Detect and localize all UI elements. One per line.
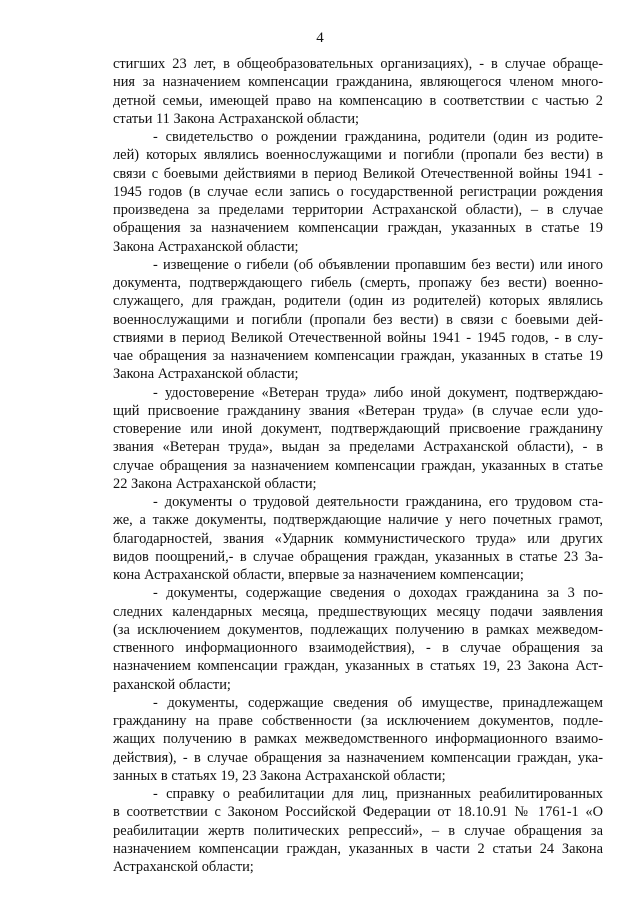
text-line: статьи 11 Закона Астраханской области; <box>113 110 360 127</box>
text-line: назначением компенсации граждан, указанных в статьях 19, 23 Закона Аст- <box>113 658 603 675</box>
text-line: звания «Ветеран труда», выдан за пределами Астраханской области), - в <box>113 439 603 456</box>
text-line: кона Астраханской области, впервые за назначением компенсации; <box>113 567 524 583</box>
text-line: занных в статьях 19, 23 Закона Астраханской области; <box>113 767 446 784</box>
text-line: ния за назначением компенсации гражданина, являющегося членом много- <box>113 74 603 91</box>
text-line: - извещение о гибели (об объявлении пропавшим без вести) или иного <box>153 256 603 273</box>
text-line: детной семьи, имеющей право на компенсацию в соответствии с частью 2 <box>113 92 603 109</box>
text-line: лей) которых являлись военнослужащими и погибли (пропали без вести) в <box>113 147 603 164</box>
text-line: военнослужащими и погибли (пропали без вести) в связи с боевыми дей- <box>113 311 603 328</box>
text-line: - документы, содержащие сведения об имуществе, принадлежащем <box>153 694 603 711</box>
text-line: связи с боевыми действиями в период Великой Отечественной войны 1941 - <box>113 165 603 182</box>
text-line: документа, подтверждающего гибель (смерть, пропажу без вести) военно- <box>113 275 603 291</box>
text-line: - справку о реабилитации для лиц, признанных реабилитированных <box>153 786 603 802</box>
text-line: Закона Астраханской области; <box>113 238 299 255</box>
text-line: стигших 23 лет, в общеобразовательных организациях), - в случае обраще- <box>113 56 603 72</box>
text-line: реабилитации жертв политических репрессий», – в случае обращения за <box>113 822 603 839</box>
text-line: 22 Закона Астраханской области; <box>113 475 317 492</box>
text-line: (за исключением документов, подлежащих получению в рамках межведом- <box>113 621 603 638</box>
text-line: гражданину на праве собственности (за исключением документов, подле- <box>113 713 603 729</box>
text-line: служащего, для граждан, родители (один из родителей) которых являлись <box>113 293 603 310</box>
text-line: ственного информационного взаимодействия), - в случае обращения за <box>113 640 603 656</box>
text-line: действия), - в случае обращения за назначением компенсации граждан, ука- <box>113 749 603 766</box>
text-line: 1945 годов (в случае если запись о государственной регистрации рождения <box>113 183 603 200</box>
text-line: следних календарных месяца, предшествующих месяцу подачи заявления <box>113 603 603 620</box>
page-number: 4 <box>316 30 324 46</box>
text-line: же, а также документы, подтверждающие наличие у него почетных грамот, <box>113 512 603 529</box>
text-line: благодарностей, звания «Ударник коммунистического труда» или других <box>113 530 603 547</box>
text-line: щий присвоение гражданину звания «Ветеран труда» (в случае если удо- <box>113 402 603 419</box>
text-line: стоверение или иной документ, подтверждающий присвоение гражданину <box>113 421 603 437</box>
text-line: чае обращения за назначением компенсации граждан, указанных в статье 19 <box>113 348 603 364</box>
text-line: раханской области; <box>113 676 231 693</box>
text-line: в соответствии с Законом Российской Федерации от 18.10.91 № 1761-1 «О <box>113 804 603 821</box>
text-line: - свидетельство о рождении гражданина, родители (один из родите- <box>153 129 603 145</box>
text-line: жащих получению в рамках межведомственного информационного взаимо- <box>113 731 603 748</box>
text-line: - удостоверение «Ветеран труда» либо иной документ, подтверждаю- <box>153 384 603 401</box>
text-line: произведена за пределами территории Астраханской области), – в случае <box>113 202 603 218</box>
text-line: случае обращения за назначением компенсации граждан, указанных в статье <box>113 457 603 474</box>
text-line: Астраханской области; <box>113 859 254 875</box>
text-line: назначением компенсации граждан, указанных в части 2 статьи 24 Закона <box>113 840 603 857</box>
document-body <box>113 55 603 876</box>
text-line: - документы о трудовой деятельности гражданина, его трудовом ста- <box>153 494 603 510</box>
text-line: Закона Астраханской области; <box>113 366 299 383</box>
text-line: ствиями в период Великой Отечественной войны 1941 - 1945 годов, - в слу- <box>113 329 603 346</box>
text-line: видов поощрений,- в случае обращения граждан, указанных в статье 23 За- <box>113 548 603 565</box>
text-line: - документы, содержащие сведения о доходах гражданина за 3 по- <box>153 585 603 602</box>
text-line: обращения за назначением компенсации граждан, указанных в статье 19 <box>113 220 603 237</box>
